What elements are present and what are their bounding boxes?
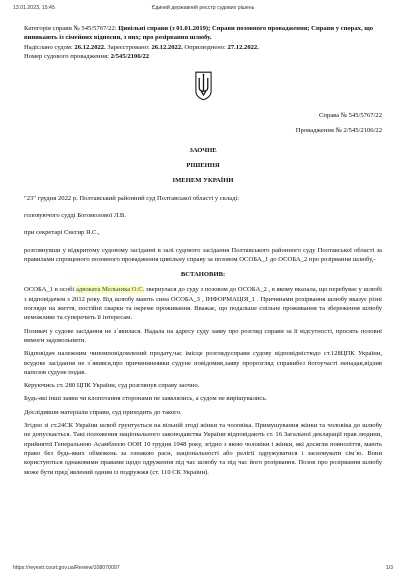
print-site-title: Єдиний державний реєстр судових рішень	[151, 5, 255, 11]
paragraph-article-24: Згідно зі ст.24СК України шлюб грунтується на вільній згоді жінки та чоловіка. Примушування жінки та чоловіка до шлюбу не допускається. Такі положення національного законодавства України відповідають ст. 16 Загальної декларації прав людини, прийнятої Генеральною Асамблеєю ООН 10 грудня 1948 року, згідно з якою чоловіки і жінки, які досягли повноліття, мають право без будь-яких обмежень за ознакою раси, національності або релігії одружуватися і засновувати сім`ю. Вони користуються однаковими правами щодо одруження під час шлюбу та під час його розірвання. Позов про розірвання шлюбу може бути пред`явлений одним із подружжя (ст. 110 СК України).	[24, 422, 382, 476]
claim-text-rest: звернулася до суду з позовом до ОСОБА_2 , в якому вказала, що перебуває у шлюбі з відповідачем з 2012 року. Від шлюбу мають сина ОСОБА_3 , ІНФОРМАЦІЯ_1 . Причинами розірвання шлюбу вказує різні погляди на життя, постійні сварки та окреме проживання. Вважає, що подальше спільне проживання та збереження шлюбу неможливе та суперечить її інтересам.	[24, 286, 382, 322]
proceeding-number-value: 2/545/2106/22	[110, 52, 150, 60]
paragraph-presiding-judge: головуючого судді Богомолової Л.В.	[24, 211, 126, 219]
document-body	[24, 24, 382, 477]
paragraph-court-composition: "23" грудня 2022 р. Полтавський районний суд Полтавської області у складі:	[24, 194, 240, 202]
proceeding-number-label: Номер судового провадження:	[24, 52, 109, 60]
sent-value: 26.12.2022.	[74, 43, 106, 51]
category-label: Категорія справи № 545/5767/22:	[24, 25, 117, 32]
published-value: 27.12.2022.	[227, 43, 259, 51]
claim-text-start: ОСОБА_1 в особі	[24, 286, 76, 294]
paragraph-secretary: при секретарі Снєгир Я.С.,	[24, 229, 100, 237]
print-page-number: 1/3	[385, 565, 393, 571]
print-url: https://reyestr.court.gov.ua/Review/108070097	[13, 565, 120, 571]
registered-label: Зареєстровано:	[107, 43, 150, 51]
proceeding-number-line	[24, 52, 382, 61]
paragraph-materials-examined: Дослідивши матеріали справи, суд приходить до такого.	[24, 408, 182, 416]
trident-emblem-icon	[194, 70, 213, 101]
title-decision: РІШЕННЯ	[186, 162, 220, 170]
title-absentia: ЗАОЧНЕ	[189, 146, 217, 154]
paragraph-article-280: Керуючись ст. 280 ЦПК України, суд розглянув справу заочно.	[24, 382, 200, 390]
print-header	[13, 5, 393, 15]
category-line	[24, 24, 382, 43]
print-footer	[13, 565, 393, 575]
case-number: Справа № 545/5767/22	[318, 112, 382, 120]
paragraph-plaintiff-absence: Позивач у судове засідання не з`явилася. Надала на адресу суду заяву про розгляд справи за її відсутності, просить позовні вимоги задовольнити.	[24, 327, 382, 344]
title-in-name-of-ukraine: ІМЕНЕМ УКРАЇНИ	[172, 177, 234, 185]
print-datetime: 13.01.2023, 15:45	[13, 5, 55, 11]
registered-value: 26.12.2022.	[151, 43, 183, 51]
published-label: Оприлюднено:	[184, 43, 226, 51]
case-metadata	[24, 24, 382, 61]
dates-line	[24, 43, 382, 52]
proceeding-number: Провадження № 2/545/2106/22	[295, 127, 382, 135]
paragraph-case-review: розглянувши у відкритому судовому засіданні в залі судового засідання Полтавського районного суду Полтавської області за правилами спрощеного позовного провадження цивільну справу за позовом ОСОБА_1 до ОСОБА_2 про розірвання шлюбу,-	[24, 246, 382, 263]
sent-label: Надіслано судом:	[24, 43, 73, 51]
highlighted-attorney-name: адвоката Мельника О.С.	[76, 286, 145, 294]
paragraph-defendant-absence: Відповідач належним чиномповідомлений продату,час імісце розглядусправи судову відповідністюдо ст.128ЦПК України, всудове засідання не з`явився,про причининеявки судуне повідомив,заяву пророзгляд справибез йогоучасті ненадав,відзив напозов судуне подав.	[24, 350, 382, 376]
category-value: Цивільні справи (з 01.01.2019); Справи позовного провадження; Справи у спорах, що виникають із сімейних відносин, з них; про розірвання шлюбу.	[24, 25, 374, 42]
paragraph-claim	[24, 285, 382, 322]
heading-established: ВСТАНОВИВ:	[180, 271, 226, 279]
paragraph-no-motions: Будь-які інші заяви чи клопотання сторонами не заявлялись, а судом не вирішувались.	[24, 395, 267, 403]
